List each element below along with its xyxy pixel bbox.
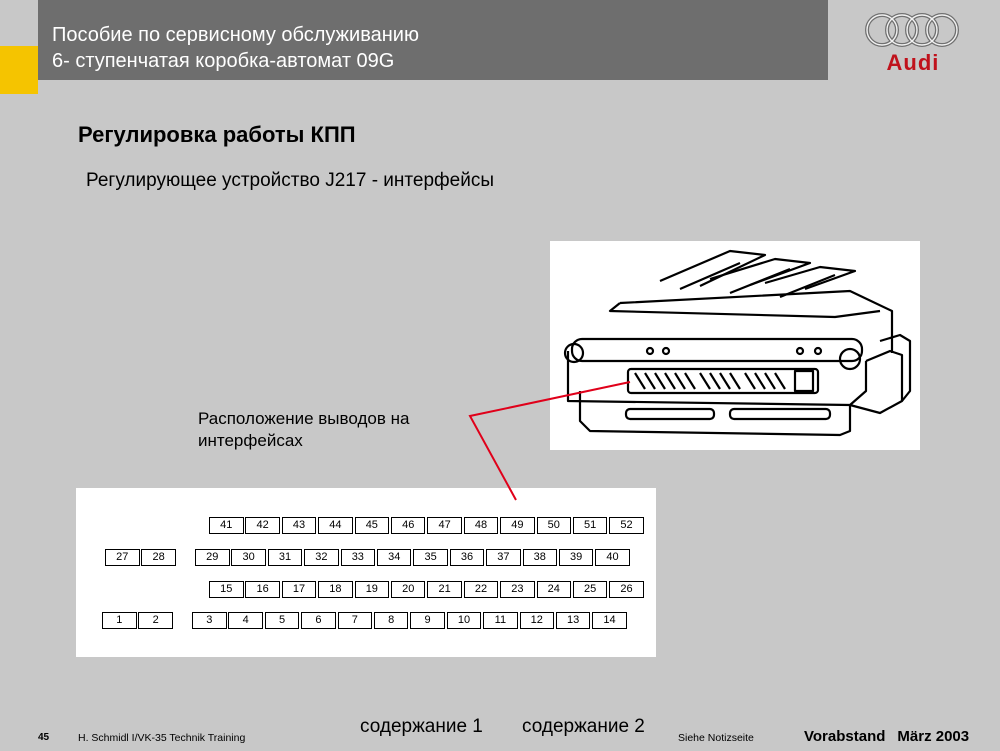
- pin-46: 46: [391, 517, 426, 534]
- pin-37: 37: [486, 549, 521, 566]
- pin-36: 36: [450, 549, 485, 566]
- pin-4: 4: [228, 612, 263, 629]
- pin-20: 20: [391, 581, 426, 598]
- pin-23: 23: [500, 581, 535, 598]
- audi-rings-icon: [862, 10, 964, 50]
- control-unit-illustration: [550, 241, 920, 450]
- pin-14: 14: [592, 612, 627, 629]
- pin-17: 17: [282, 581, 317, 598]
- page-subtitle: Регулирующее устройство J217 - интерфейсы: [86, 170, 494, 191]
- pin-11: 11: [483, 612, 518, 629]
- audi-logo: [862, 10, 964, 76]
- pin-9: 9: [410, 612, 445, 629]
- pin-21: 21: [427, 581, 462, 598]
- contents-2-link[interactable]: содержание 2: [522, 716, 645, 737]
- header-title-line-1: Пособие по сервисному обслуживанию: [52, 24, 419, 46]
- notes-page-reference: Siehe Notizseite: [678, 732, 754, 744]
- pin-row-second: [195, 549, 632, 566]
- pin-44: 44: [318, 517, 353, 534]
- footer-author: H. Schmidl I/VK-35 Technik Training: [78, 732, 246, 744]
- page-title: Регулировка работы КПП: [78, 122, 356, 147]
- audi-logo-text: Audi: [886, 50, 940, 75]
- pin-row-bottom-left: [102, 612, 175, 629]
- pin-25: 25: [573, 581, 608, 598]
- pin-26: 26: [609, 581, 644, 598]
- pin-30: 30: [231, 549, 266, 566]
- pin-13: 13: [556, 612, 591, 629]
- pin-16: 16: [245, 581, 280, 598]
- footer-status: [804, 728, 981, 745]
- pin-39: 39: [559, 549, 594, 566]
- pin-48: 48: [464, 517, 499, 534]
- pin-27: 27: [105, 549, 140, 566]
- pinout-caption: [198, 408, 409, 452]
- pin-19: 19: [355, 581, 390, 598]
- pin-51: 51: [573, 517, 608, 534]
- pin-49: 49: [500, 517, 535, 534]
- pin-41: 41: [209, 517, 244, 534]
- control-unit-drawing: [550, 241, 920, 450]
- status-word: Vorabstand: [804, 728, 886, 745]
- page-number: 45: [38, 732, 50, 743]
- pin-6: 6: [301, 612, 336, 629]
- pin-32: 32: [304, 549, 339, 566]
- pin-50: 50: [537, 517, 572, 534]
- pinout-caption-line-1: Расположение выводов на: [198, 409, 410, 428]
- pin-10: 10: [447, 612, 482, 629]
- pin-29: 29: [195, 549, 230, 566]
- pin-7: 7: [338, 612, 373, 629]
- pin-38: 38: [523, 549, 558, 566]
- pin-47: 47: [427, 517, 462, 534]
- pin-28: 28: [141, 549, 176, 566]
- contents-1-link[interactable]: содержание 1: [360, 716, 483, 737]
- status-date: März 2003: [897, 728, 970, 745]
- pin-24: 24: [537, 581, 572, 598]
- pin-row-top: [209, 517, 646, 534]
- pin-row-third: [209, 581, 646, 598]
- pin-22: 22: [464, 581, 499, 598]
- pinout-diagram: [76, 488, 656, 657]
- pin-45: 45: [355, 517, 390, 534]
- pinout-caption-line-2: интерфейсах: [198, 431, 303, 450]
- pin-8: 8: [374, 612, 409, 629]
- header-title-line-2: 6- ступенчатая коробка-автомат 09G: [52, 50, 395, 72]
- pin-12: 12: [520, 612, 555, 629]
- pin-33: 33: [341, 549, 376, 566]
- pin-40: 40: [595, 549, 630, 566]
- header-accent-block: [0, 46, 38, 94]
- pin-18: 18: [318, 581, 353, 598]
- pin-2: 2: [138, 612, 173, 629]
- pin-1: 1: [102, 612, 137, 629]
- pin-52: 52: [609, 517, 644, 534]
- pin-43: 43: [282, 517, 317, 534]
- pin-3: 3: [192, 612, 227, 629]
- pin-row-second-left: [105, 549, 178, 566]
- pin-15: 15: [209, 581, 244, 598]
- pin-31: 31: [268, 549, 303, 566]
- pin-row-bottom: [192, 612, 629, 629]
- pin-35: 35: [413, 549, 448, 566]
- pin-34: 34: [377, 549, 412, 566]
- pin-42: 42: [245, 517, 280, 534]
- pin-5: 5: [265, 612, 300, 629]
